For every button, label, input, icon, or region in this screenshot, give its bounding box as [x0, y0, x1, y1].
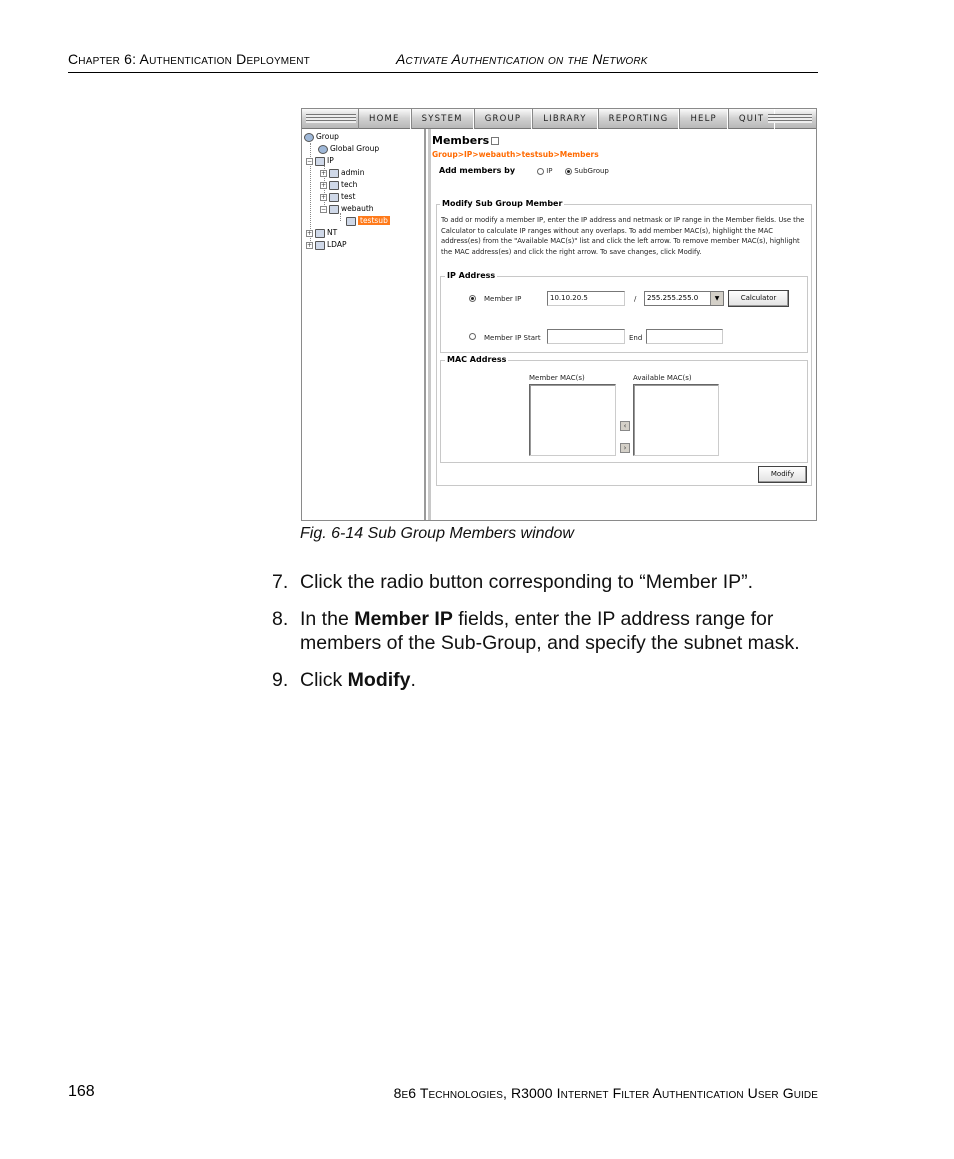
member-ip-start-input[interactable] [547, 329, 625, 344]
menu-home[interactable]: HOME [358, 109, 411, 129]
member-macs-list[interactable] [529, 384, 616, 456]
menu-grip-left [306, 114, 356, 123]
step-item: 9. Click Modify. [272, 669, 416, 691]
tree-node-ldap[interactable]: + LDAP [307, 240, 347, 249]
collapse-icon[interactable]: − [307, 157, 313, 165]
tree-node-global-group[interactable]: Global Group [318, 144, 379, 154]
tree-node-group[interactable]: Group [304, 132, 339, 142]
modify-fieldset [436, 199, 812, 486]
figure-caption: Fig. 6-14 Sub Group Members window [300, 525, 574, 542]
members-panel [431, 129, 816, 520]
tree-node-ip[interactable]: − IP [307, 156, 334, 165]
tree-node-tech[interactable]: + tech [321, 180, 358, 189]
member-ip-label: Member IP [484, 295, 522, 303]
network-icon [315, 157, 325, 166]
group-tree [302, 129, 426, 520]
radio-subgroup[interactable] [565, 168, 572, 175]
radio-member-ip[interactable] [469, 295, 476, 302]
menu-help[interactable]: HELP [679, 109, 727, 129]
network-icon [329, 169, 339, 178]
option-ip[interactable]: IP [537, 167, 553, 175]
menu-system[interactable]: SYSTEM [411, 109, 474, 129]
globe-icon [318, 145, 328, 154]
member-ip-start-label: Member IP Start [484, 334, 541, 342]
step-item: 7. Click the radio button corresponding to “Member IP”. [272, 571, 754, 593]
option-subgroup[interactable]: SubGroup [565, 167, 609, 175]
selected-node-label: testsub [360, 216, 388, 225]
mac-legend: MAC Address [447, 355, 507, 364]
tree-line [340, 213, 341, 221]
netmask-select[interactable]: 255.255.255.0 ▼ [644, 291, 724, 306]
menu-group[interactable]: GROUP [474, 109, 533, 129]
expand-icon[interactable]: + [321, 181, 327, 189]
modify-legend: Modify Sub Group Member [442, 199, 563, 208]
instructions-text: To add or modify a member IP, enter the IP address and netmask or IP range in the Member fields. Use the Calculator to calculate IP ranges without any overlaps. To add member MAC(s), highlight the MAC address(es) from the "Available MAC(s)" list and click the left arrow. To remove member MAC(s), highlight the MAC address(es) and click the right arrow. To save changes, click Modify. [441, 216, 805, 256]
chapter-title: Chapter 6: Authentication Deployment [68, 51, 310, 67]
member-ip-input[interactable]: 10.10.20.5 [547, 291, 625, 306]
tree-node-nt[interactable]: + NT [307, 228, 338, 237]
chevron-down-icon: ▼ [710, 292, 723, 305]
collapse-icon[interactable]: − [321, 205, 327, 213]
arrow-left-icon[interactable]: ‹ [620, 421, 630, 431]
expand-icon[interactable]: + [307, 241, 313, 249]
calculator-button[interactable]: Calculator [728, 290, 789, 307]
member-macs-label: Member MAC(s) [529, 374, 585, 382]
tree-node-webauth[interactable]: − webauth [321, 204, 374, 213]
page-number: 168 [68, 1083, 95, 1100]
end-label: End [629, 334, 643, 342]
mac-address-fieldset [440, 355, 808, 463]
add-members-by-label: Add members by [439, 166, 516, 175]
book-title: 8e6 Technologies, R3000 Internet Filter Authentication User Guide [393, 1085, 818, 1101]
tree-node-admin[interactable]: + admin [321, 168, 365, 177]
network-icon [329, 193, 339, 202]
domain-icon [315, 229, 325, 238]
menu-library[interactable]: LIBRARY [532, 109, 597, 129]
menu-reporting[interactable]: REPORTING [598, 109, 680, 129]
domain-icon [315, 241, 325, 250]
section-title: Activate Authentication on the Network [396, 51, 648, 67]
screenshot-figure [301, 108, 817, 521]
menu-grip-right [768, 114, 812, 123]
arrow-right-icon[interactable]: › [620, 443, 630, 453]
ip-address-fieldset [440, 271, 808, 353]
network-icon [346, 217, 356, 226]
panel-title: Members [432, 134, 499, 147]
expand-icon[interactable]: + [321, 169, 327, 177]
radio-ip[interactable] [537, 168, 544, 175]
slash-separator: / [634, 295, 637, 303]
available-macs-list[interactable] [633, 384, 719, 456]
network-icon [329, 205, 339, 214]
radio-member-ip-start[interactable] [469, 333, 476, 340]
help-icon[interactable] [491, 137, 499, 145]
tree-node-test[interactable]: + test [321, 192, 356, 201]
tree-node-testsub[interactable] [346, 216, 390, 226]
top-menu-bar [302, 109, 816, 129]
expand-icon[interactable]: + [307, 229, 313, 237]
available-macs-label: Available MAC(s) [633, 374, 692, 382]
end-ip-input[interactable] [646, 329, 723, 344]
group-icon [304, 133, 314, 142]
ip-legend: IP Address [447, 271, 496, 280]
step-item: 8. In the Member IP fields, enter the IP address range for members of the Sub-Group, and specify the subnet mask. [272, 608, 800, 654]
instruction-steps [272, 570, 832, 705]
running-header [68, 51, 818, 73]
menu-quit[interactable]: QUIT [728, 109, 775, 129]
breadcrumb: Group>IP>webauth>testsub>Members [432, 150, 599, 159]
expand-icon[interactable]: + [321, 193, 327, 201]
network-icon [329, 181, 339, 190]
modify-button[interactable]: Modify [758, 466, 807, 483]
